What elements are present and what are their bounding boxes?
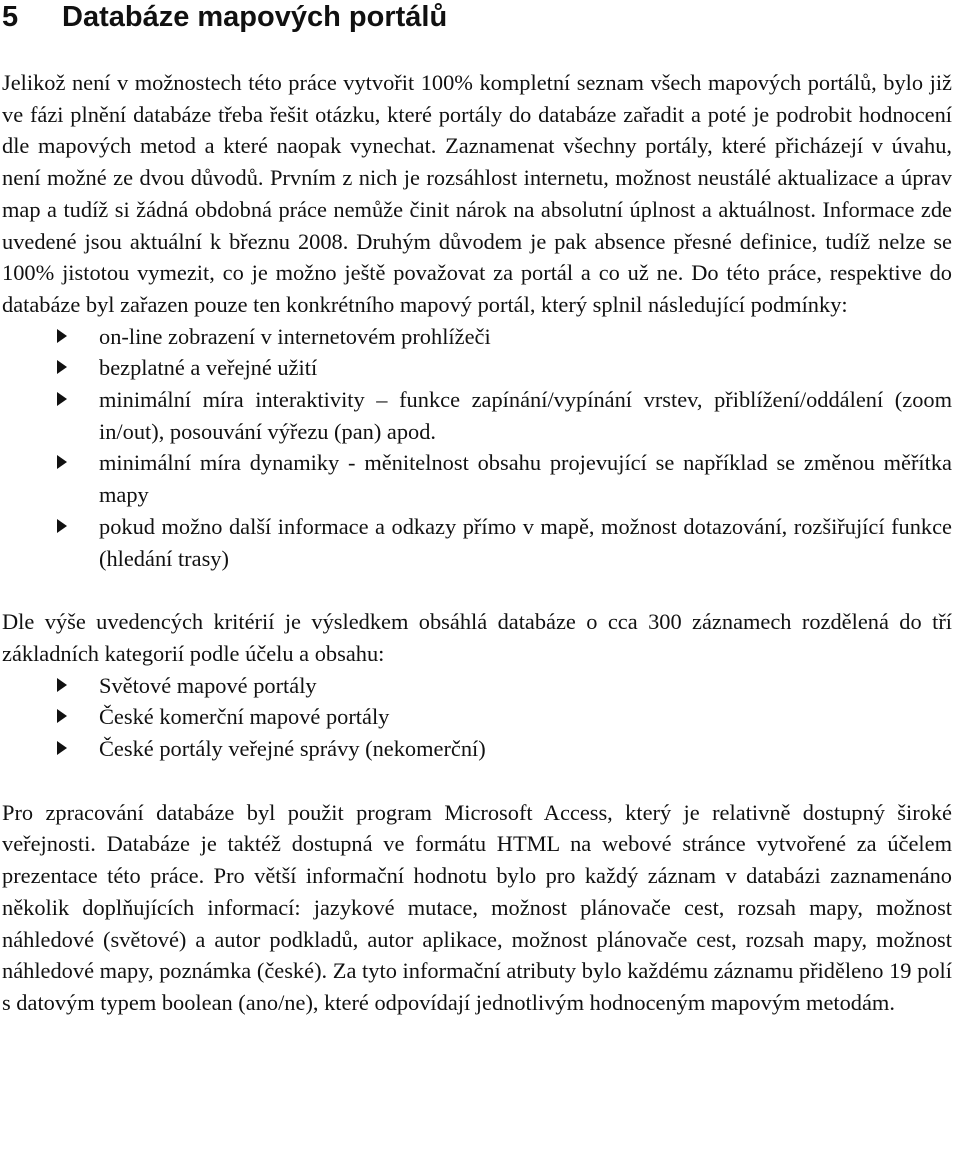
triangle-bullet-icon — [57, 733, 71, 765]
triangle-bullet-icon — [57, 701, 71, 733]
list-item — [2, 447, 952, 510]
section-number: 5 — [2, 1, 19, 33]
section-title: Databáze mapových portálů — [62, 1, 448, 33]
triangle-bullet-icon — [57, 321, 71, 353]
list-item-text: České portály veřejné správy (nekomerční) — [99, 736, 486, 762]
intro-paragraph: Jelikož není v možnostech této práce vytvořit 100% kompletní seznam všech mapových portálů, bylo již ve fázi plnění databáze třeba řešit otázku, které portály do databáze zařadit a poté je podrobit hodnocení dle mapových metod a které naopak vynechat. Zaznamenat všechny portály, které přicházejí v úvahu, není možné ze dvou důvodů. Prvním z nich je rozsáhlost internetu, možnost neustálé aktualizace a úprav map a tudíž si žádná obdobná práce nemůže činit nárok na absolutní úplnost a aktuálnost. Informace zde uvedené jsou aktuální k březnu 2008. Druhým důvodem je pak absence přesné definice, tudíž nelze se 100% jistotou vymezit, co je možno ještě považovat za portál a co už ne. Do této práce, respektive do databáze byl zařazen pouze ten konkrétního mapový portál, který splnil následující podmínky: — [2, 70, 952, 317]
section-heading — [2, 0, 952, 42]
triangle-bullet-icon — [57, 352, 71, 384]
triangle-bullet-icon — [57, 511, 71, 543]
spacer — [2, 574, 952, 606]
list-item — [2, 733, 952, 765]
list-item-text: České komerční mapové portály — [99, 704, 390, 730]
list-item — [2, 352, 952, 384]
list-item-text: Světové mapové portály — [99, 672, 317, 698]
database-paragraph: Pro zpracování databáze byl použit program Microsoft Access, který je relativně dostupný široké veřejnosti. Databáze je taktéž dostupná ve formátu HTML na webové stránce vytvořené za účelem prezentace této práce. Pro větší informační hodnotu bylo pro každý záznam v databázi zaznamenáno několik doplňujících informací: jazykové mutace, možnost plánovače cest, rozsah mapy, možnost náhledové (světové) a autor podkladů, autor aplikace, možnost plánovače cest, rozsah mapy, možnost náhledové mapy, poznámka (české). Za tyto informační atributy bylo každému záznamu přiděleno 19 polí s datovým typem boolean (ano/ne), které odpovídají jednotlivým hodnoceným mapovým metodám. — [2, 799, 952, 1015]
list-item — [2, 384, 952, 447]
triangle-bullet-icon — [57, 447, 71, 479]
list-item — [2, 511, 952, 574]
list-item — [2, 670, 952, 702]
criteria-list — [2, 321, 952, 575]
categories-list — [2, 670, 952, 765]
triangle-bullet-icon — [57, 384, 71, 416]
list-item-text: bezplatné a veřejné užití — [99, 355, 318, 381]
list-item-text: on-line zobrazení v internetovém prohlížeči — [99, 323, 491, 349]
list-item-text: minimální míra dynamiky - měnitelnost obsahu projevující se například se změnou měřítka mapy — [99, 450, 952, 508]
list-item-text: pokud možno další informace a odkazy přímo v mapě, možnost dotazování, rozšiřující funkce (hledání trasy) — [99, 513, 952, 571]
list-item — [2, 701, 952, 733]
list-item — [2, 321, 952, 353]
list-item-text: minimální míra interaktivity – funkce zapínání/vypínání vrstev, přiblížení/oddálení (zoom in/out), posouvání výřezu (pan) apod. — [99, 387, 952, 444]
categories-paragraph: Dle výše uvedencých kritérií je výsledkem obsáhlá databáze o cca 300 záznamech rozdělená do tří základních kategorií podle účelu a obsahu: — [2, 609, 952, 666]
spacer — [2, 765, 952, 797]
triangle-bullet-icon — [57, 670, 71, 702]
